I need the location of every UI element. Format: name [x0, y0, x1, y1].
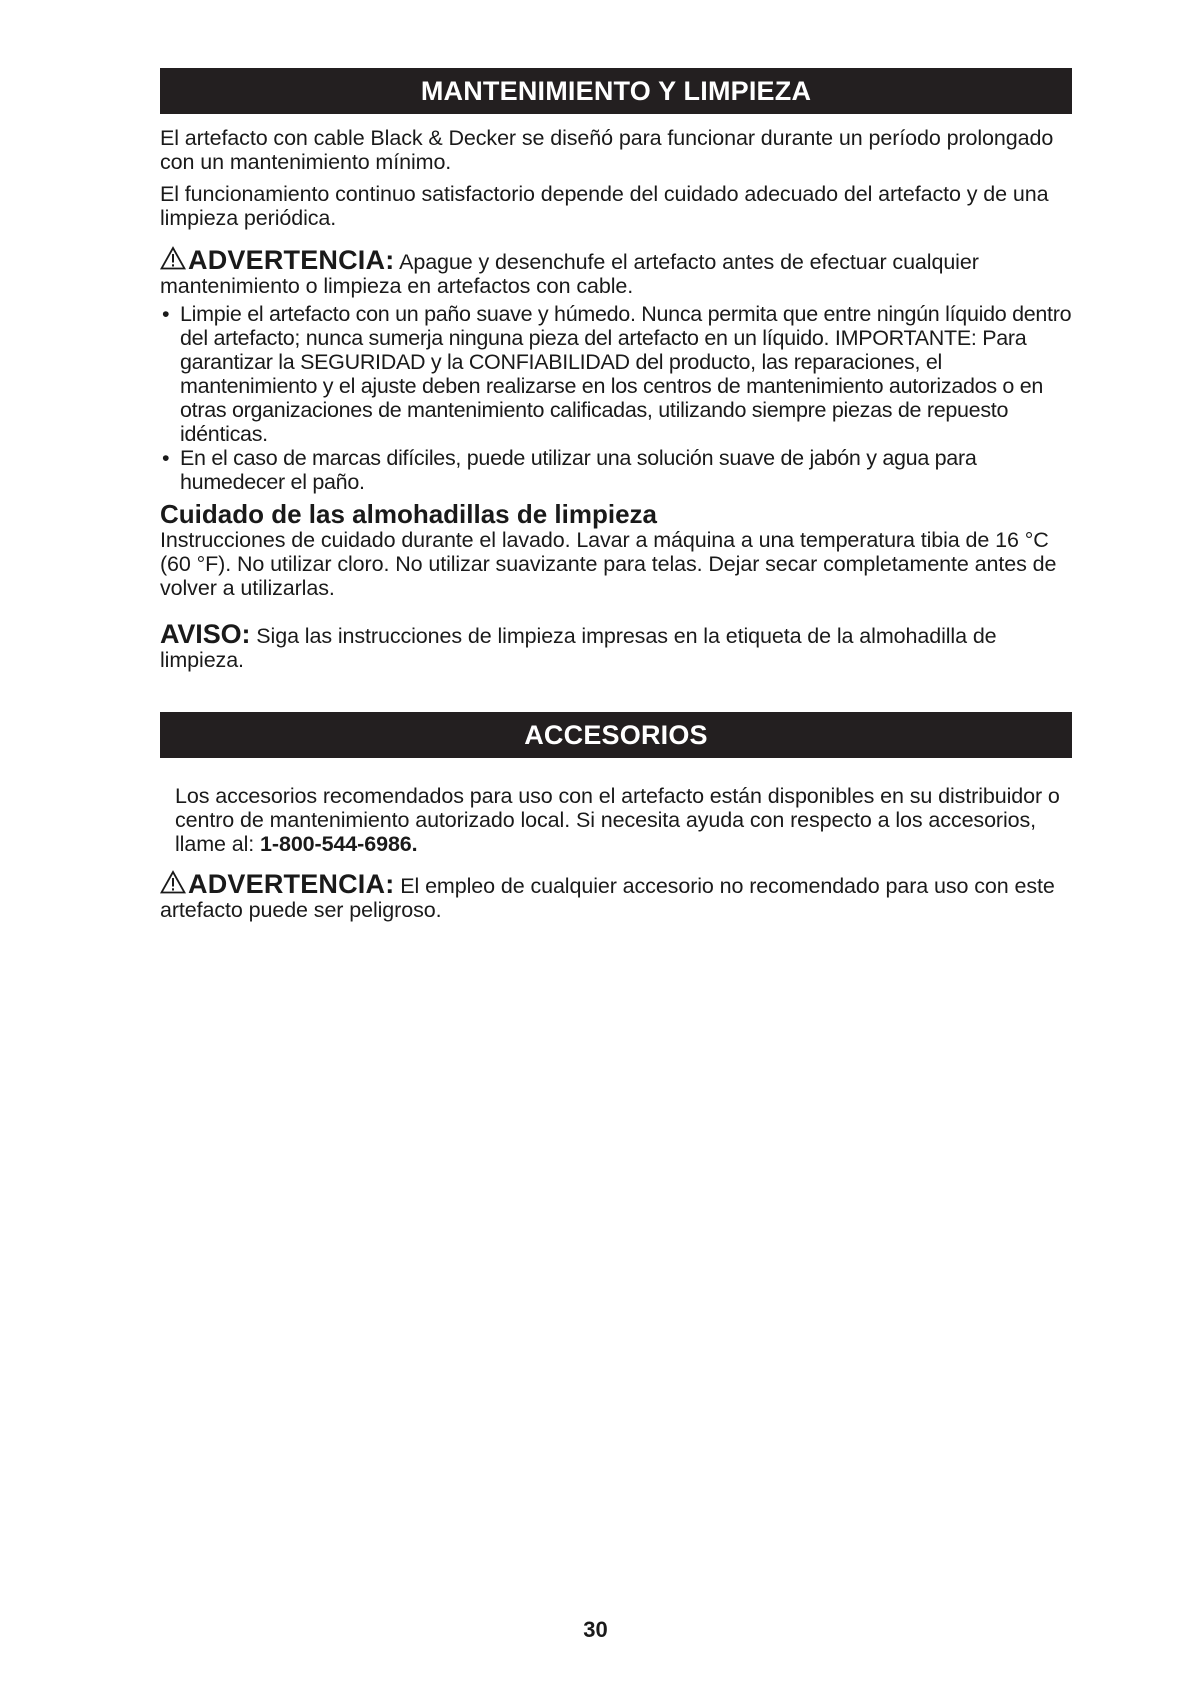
- list-item-text: Limpie el artefacto con un paño suave y húmedo. Nunca permita que entre ningún líquido dentro del artefacto; nunca sumerja ninguna pieza del artefacto en un líquido. IMPORTANTE: Para garantizar la SEGURIDAD y la CONFIABILIDAD del producto, las reparaciones, el mantenimiento y el ajuste deben realizarse en los centros de mantenimiento autorizados o en otras organizaciones de mantenimiento calificadas, utilizando siempre piezas de repuesto idénticas.: [180, 302, 1072, 446]
- list-item-text: En el caso de marcas difíciles, puede utilizar una solución suave de jabón y agua para humedecer el paño.: [180, 446, 977, 494]
- cleaning-notice: [160, 619, 1072, 672]
- cleaning-pads-subheading: Cuidado de las almohadillas de limpieza: [160, 499, 658, 529]
- bullet-marker: •: [162, 302, 170, 326]
- accessories-section-header: ACCESORIOS: [160, 712, 1072, 758]
- maintenance-warning: [160, 246, 1072, 298]
- accessories-warning: [160, 870, 1072, 922]
- maintenance-intro-paragraph: El artefacto con cable Black & Decker se diseñó para funcionar durante un período prolongado con un mantenimiento mínimo.: [160, 126, 1054, 174]
- accessories-warning-label: ADVERTENCIA:: [188, 869, 395, 899]
- maintenance-care-paragraph: El funcionamiento continuo satisfactorio depende del cuidado adecuado del artefacto y de una limpieza periódica.: [160, 182, 1049, 230]
- notice-text: Siga las instrucciones de limpieza impresas en la etiqueta de la almohadilla de limpieza.: [160, 624, 997, 672]
- warning-triangle-icon: [160, 870, 186, 894]
- notice-label: AVISO:: [160, 619, 251, 649]
- list-item: [160, 446, 1072, 494]
- support-phone-number: 1-800-544-6986.: [260, 832, 418, 856]
- warning-triangle-icon: [160, 246, 186, 270]
- maintenance-bullet-list: [160, 302, 1072, 494]
- cleaning-pads-care-text: Instrucciones de cuidado durante el lavado. Lavar a máquina a una temperatura tibia de 16 °C (60 °F). No utilizar cloro. No utilizar suavizante para telas. Dejar secar completamente antes de volver a utilizarlas.: [160, 528, 1057, 600]
- list-item: [160, 302, 1072, 446]
- maintenance-section-header: MANTENIMIENTO Y LIMPIEZA: [160, 68, 1072, 114]
- maintenance-warning-text: Apague y desenchufe el artefacto antes de efectuar cualquier mantenimiento o limpieza en artefactos con cable.: [160, 250, 979, 298]
- accessories-paragraph: [160, 784, 1072, 856]
- page-number: 30: [583, 1617, 608, 1642]
- document-page: [160, 68, 1072, 922]
- accessories-warning-text: El empleo de cualquier accesorio no recomendado para uso con este artefacto puede ser peligroso.: [160, 874, 1055, 922]
- maintenance-warning-label: ADVERTENCIA:: [188, 245, 395, 275]
- bullet-marker: •: [162, 446, 170, 470]
- accessories-text: Los accesorios recomendados para uso con el artefacto están disponibles en su distribuidor o centro de mantenimiento autorizado local. Si necesita ayuda con respecto a los accesorios, llame al:: [175, 784, 1060, 856]
